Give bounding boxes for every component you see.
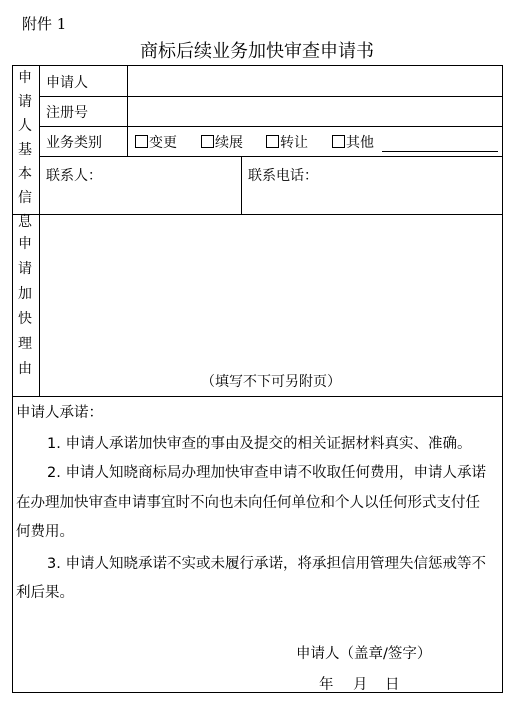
reason-note: （填写不下可另附页） [201,374,341,390]
checkbox-icon[interactable] [266,135,279,148]
commitment-item-1: 1. 申请人承诺加快审查的事由及提交的相关证据材料真实、准确。 [47,436,472,452]
commitment-item-2-line-1: 2. 申请人知晓商标局办理加快审查申请不收取任何费用，申请人承诺 [47,465,486,481]
commitment-heading: 申请人承诺： [16,405,103,421]
date-year-label: 年 [319,677,334,693]
form-title: 商标后续业务加快审查申请书 [140,41,374,62]
registration-number-label: 注册号 [46,105,88,121]
option-transfer[interactable]: 转让 [266,135,308,151]
option-renewal[interactable]: 续展 [201,135,243,151]
contact-person-label: 联系人： [46,168,102,184]
business-type-label: 业务类别 [46,135,102,151]
applicant-info-side-label: 申 请 人 基 本 信 息 [18,70,32,230]
commitment-item-3-line-1: 3. 申请人知晓承诺不实或未履行承诺，将承担信用管理失信惩戒等不 [47,556,486,572]
commitment-item-2-line-2: 在办理加快审查申请事宜时不向也未向任何单位和个人以任何形式支付任 [16,495,480,511]
checkbox-icon[interactable] [201,135,214,148]
other-fill-line[interactable] [382,151,498,152]
checkbox-icon[interactable] [135,135,148,148]
option-change[interactable]: 变更 [135,135,177,151]
applicant-signature-label: 申请人（盖章/签字） [296,646,432,662]
reason-side-label: 申 请 加 快 理 由 [18,236,32,377]
commitment-item-3-line-2: 利后果。 [16,585,74,601]
checkbox-icon[interactable] [332,135,345,148]
reason-field[interactable] [40,215,502,375]
option-other[interactable]: 其他 [332,135,374,151]
applicant-field[interactable] [128,66,502,96]
registration-number-field[interactable] [128,97,502,126]
attachment-label: 附件 1 [22,15,67,33]
date-day-label: 日 [385,677,400,693]
applicant-label: 申请人 [46,75,88,91]
date-month-label: 月 [353,677,368,693]
commitment-item-2-line-3: 何费用。 [16,524,74,540]
contact-phone-label: 联系电话： [248,168,318,184]
